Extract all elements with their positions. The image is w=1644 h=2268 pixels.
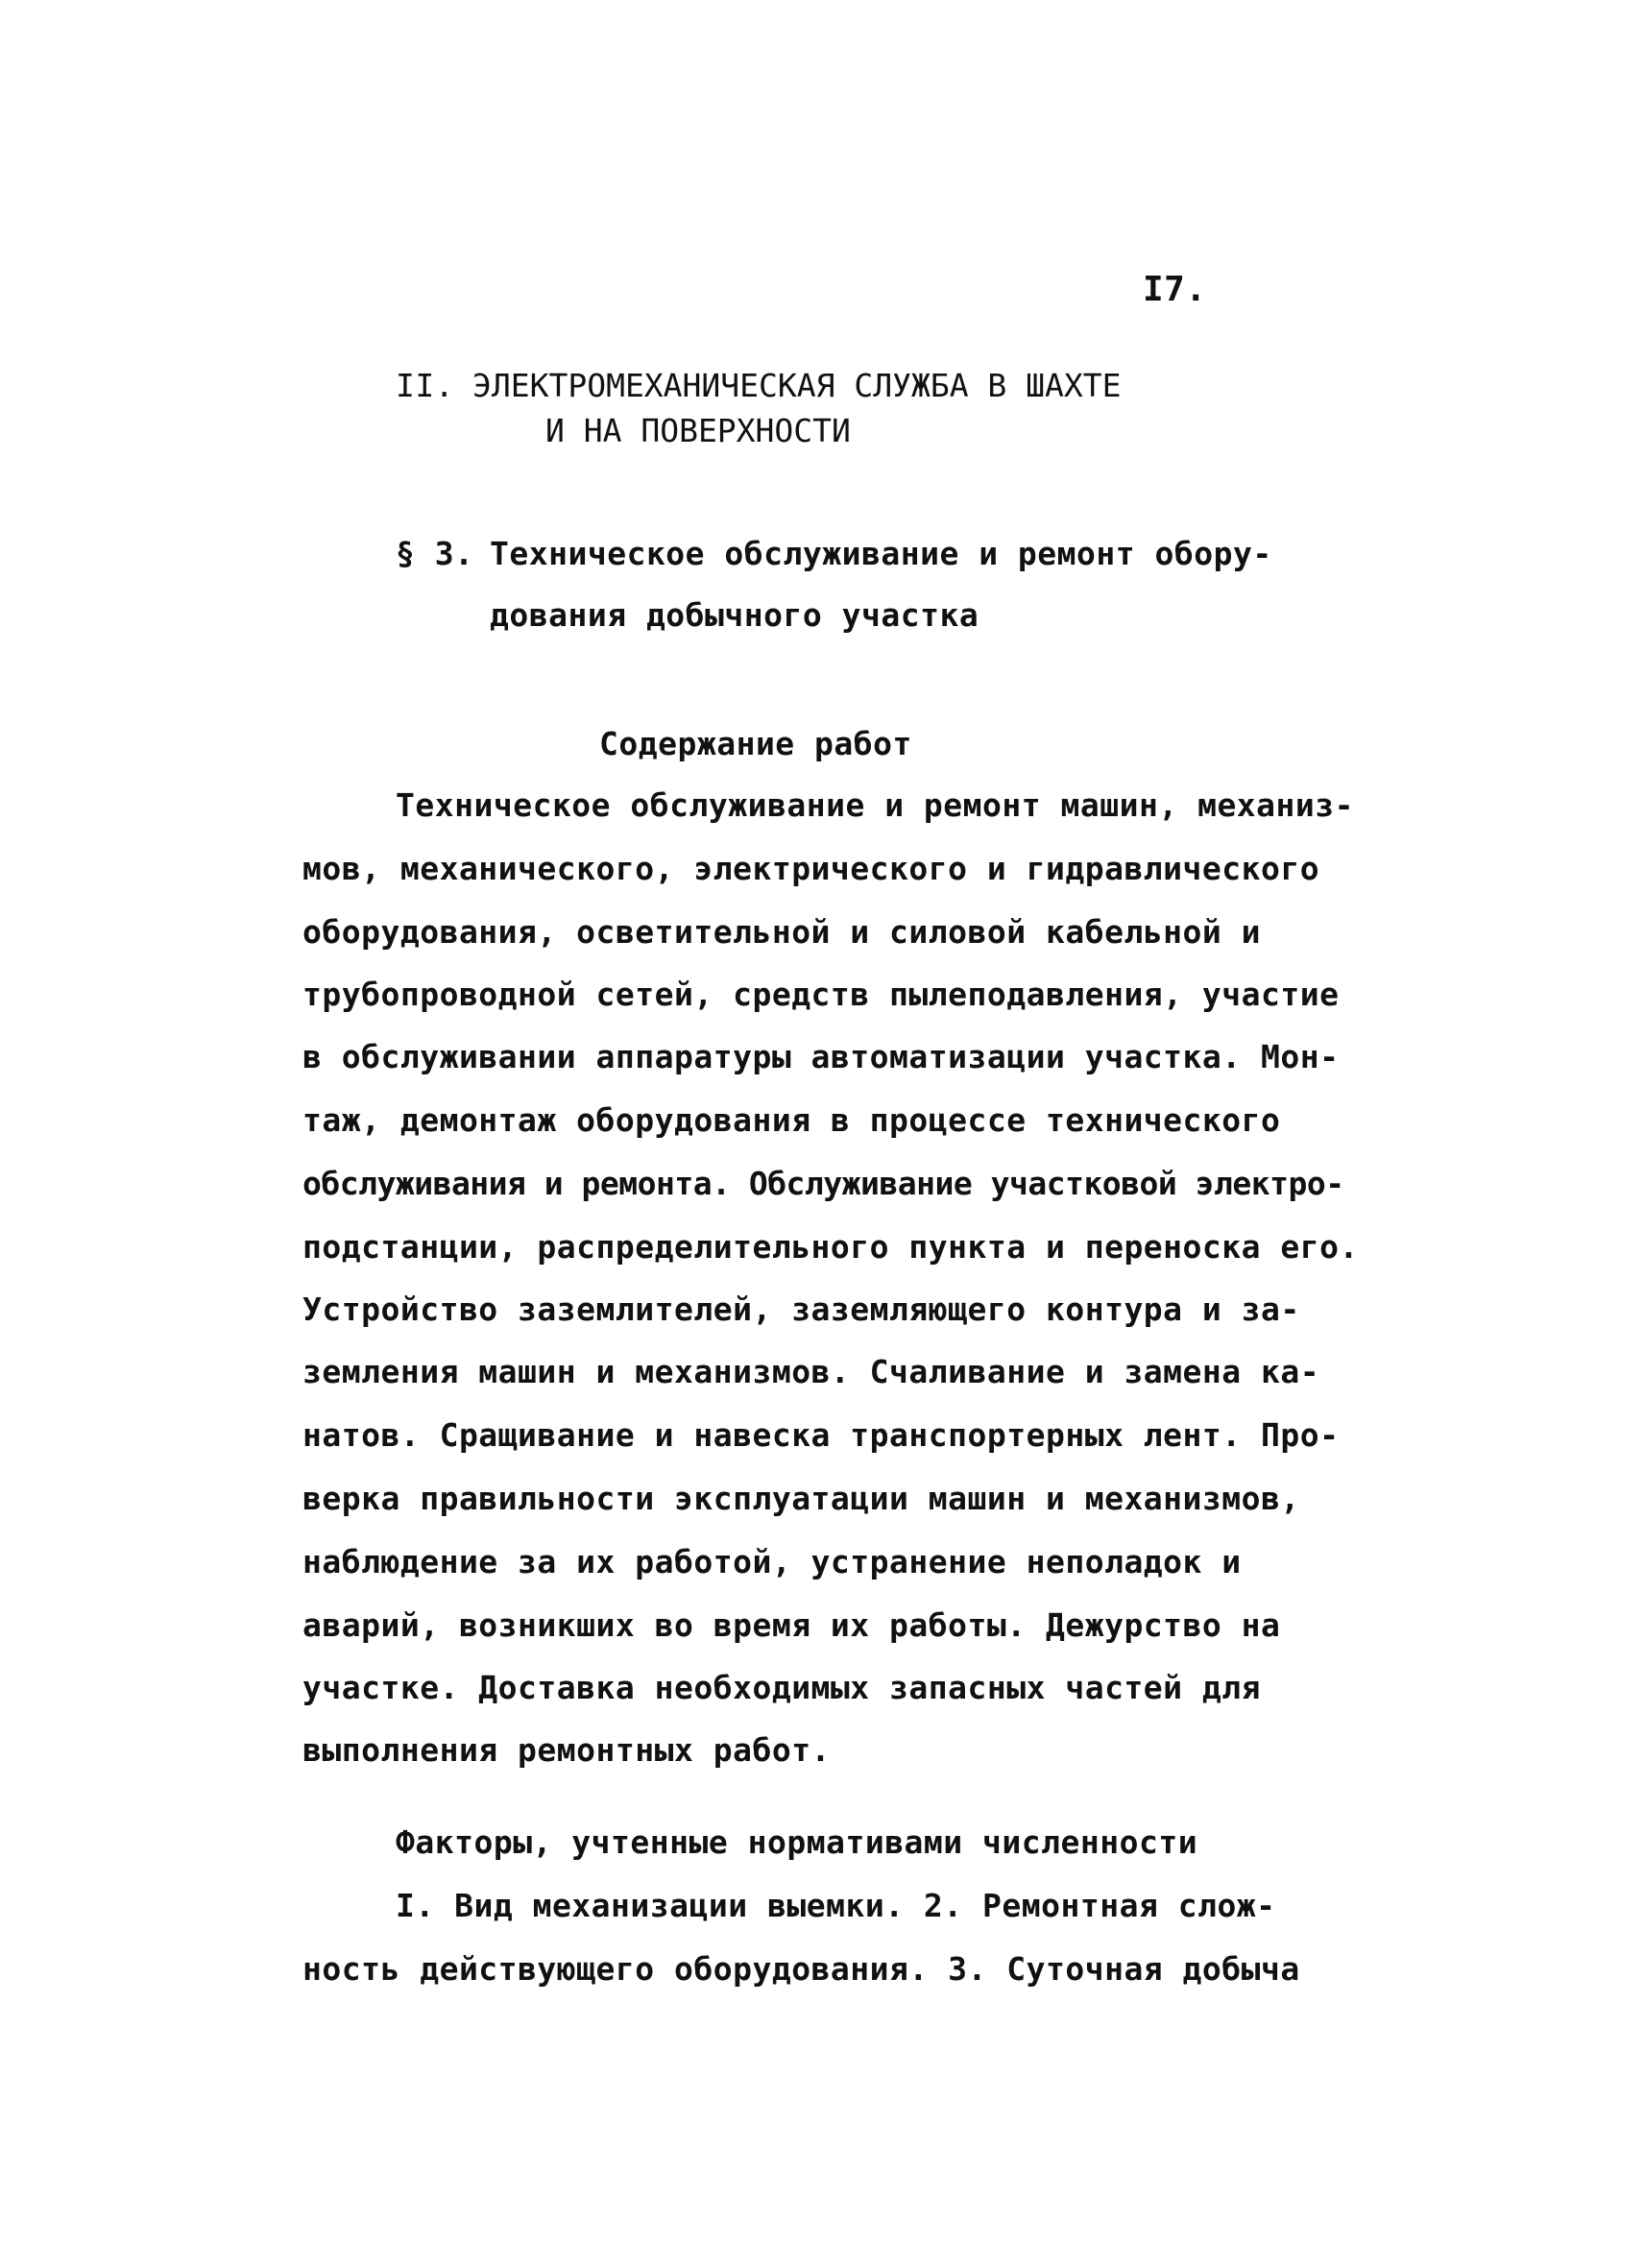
content-line: верка правильности эксплуатации машин и механизмов, bbox=[302, 1480, 1300, 1517]
content-line: аварий, возникших во время их работы. Дежурство на bbox=[302, 1606, 1281, 1644]
paragraph-title-line-1: Техническое обслуживание и ремонт обору- bbox=[490, 535, 1272, 572]
content-line: выполнения ремонтных работ. bbox=[302, 1731, 831, 1769]
content-line: участке. Доставка необходимых запасных частей для bbox=[302, 1669, 1262, 1706]
content-heading: Содержание работ bbox=[599, 725, 912, 762]
content-line: Техническое обслуживание и ремонт машин, механиз- bbox=[396, 786, 1355, 824]
factors-line: I. Вид механизации выемки. 2. Ремонтная слож- bbox=[396, 1887, 1276, 1924]
content-line: трубопроводной сетей, средств пылеподавления, участие bbox=[302, 976, 1340, 1013]
content-line: натов. Сращивание и навеска транспортерных лент. Про- bbox=[302, 1416, 1340, 1454]
factors-line: ность действующего оборудования. 3. Суточная добыча bbox=[302, 1950, 1300, 1988]
content-line: в обслуживании аппаратуры автоматизации участка. Мон- bbox=[302, 1038, 1340, 1075]
content-line: Устройство заземлителей, заземляющего контура и за- bbox=[302, 1291, 1300, 1328]
paragraph-title-line-2: дования добычного участка bbox=[490, 596, 979, 634]
content-line: таж, демонтаж оборудования в процессе технического bbox=[302, 1101, 1281, 1139]
content-line: наблюдение за их работой, устранение неполадок и bbox=[302, 1543, 1242, 1580]
content-line: обслуживания и ремонта. Обслуживание участковой электро- bbox=[302, 1165, 1344, 1202]
section-title-line-2: И НА ПОВЕРХНОСТИ bbox=[545, 412, 851, 449]
section-number: II. bbox=[396, 367, 455, 404]
content-line: подстанции, распределительного пункта и переноска его. bbox=[302, 1228, 1359, 1266]
page-number: I7. bbox=[1143, 270, 1207, 309]
content-line: земления машин и механизмов. Счаливание и замена ка- bbox=[302, 1353, 1320, 1390]
paragraph-symbol: § 3. bbox=[396, 535, 474, 572]
factors-heading: Факторы, учтенные нормативами численности bbox=[396, 1823, 1198, 1861]
section-title-line-1: ЭЛЕКТРОМЕХАНИЧЕСКАЯ СЛУЖБА В ШАХТЕ bbox=[472, 367, 1122, 404]
content-line: оборудования, осветительной и силовой кабельной и bbox=[302, 913, 1262, 951]
content-line: мов, механического, электрического и гидравлического bbox=[302, 850, 1320, 887]
